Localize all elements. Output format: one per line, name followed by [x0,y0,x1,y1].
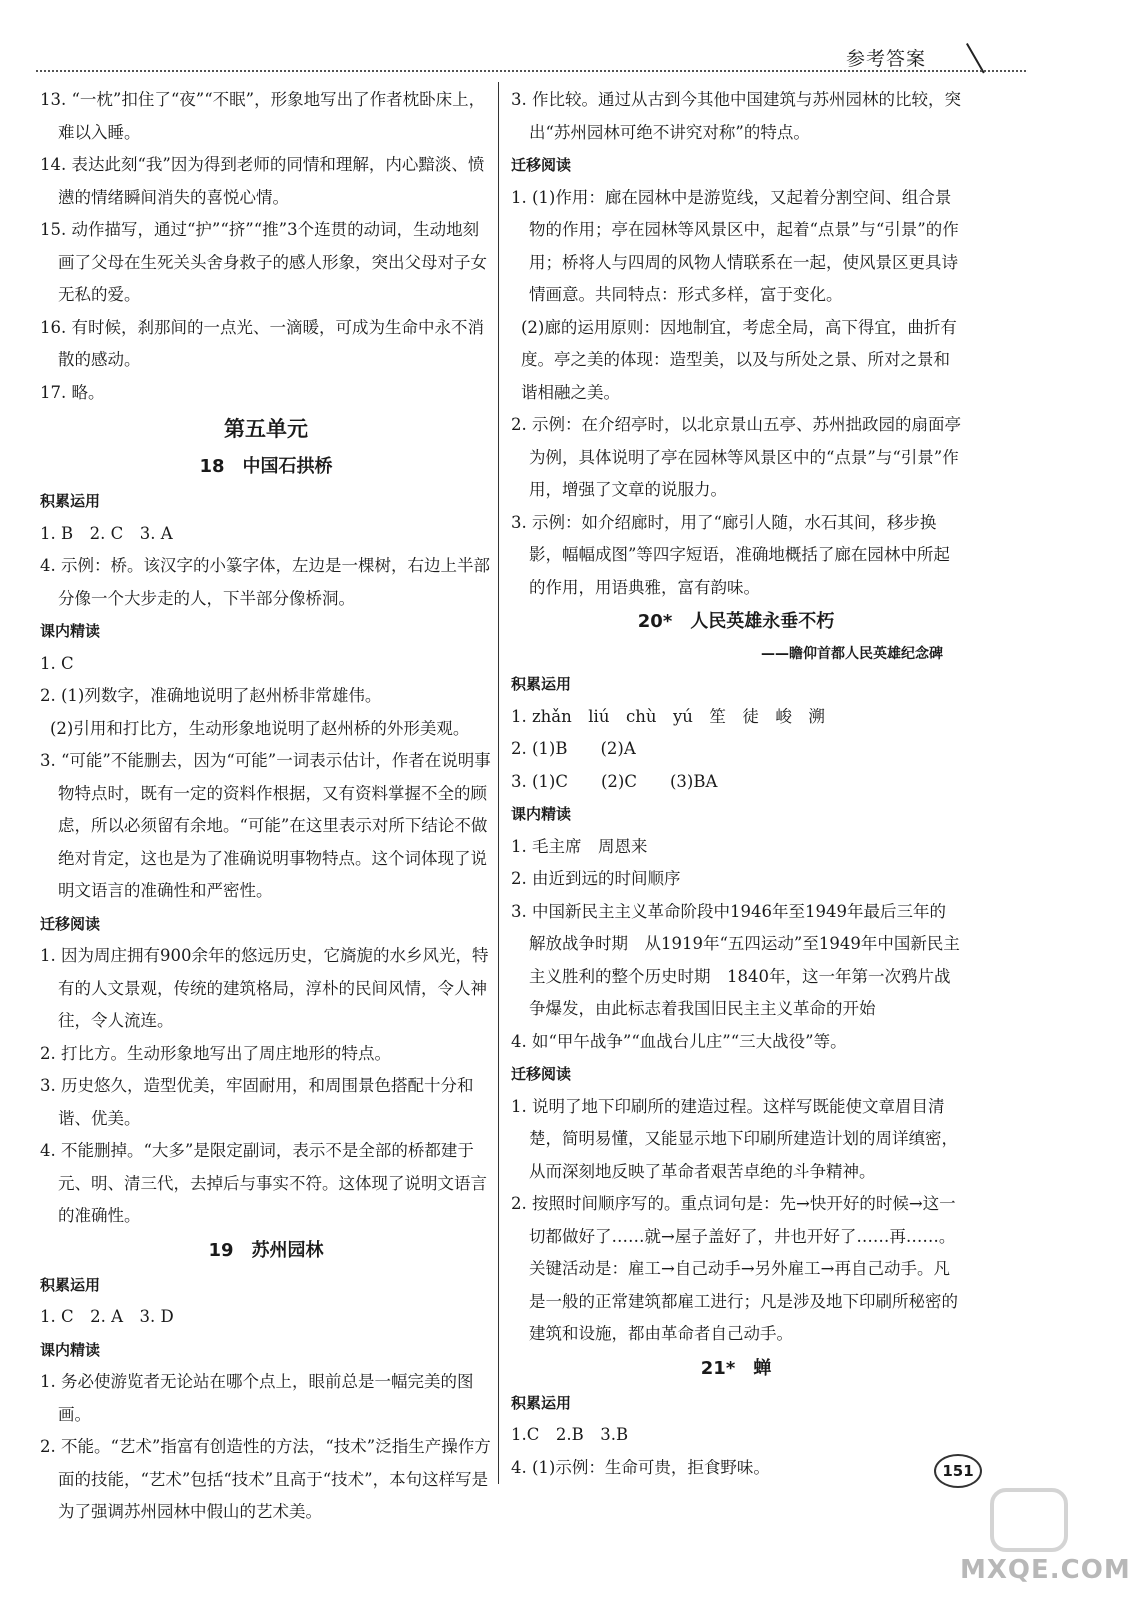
answer-item: 1. 务必使游览者无论站在哪个点上，眼前总是一幅完美的图画。 [40,1372,474,1424]
left-column [40,84,492,1529]
answer-item: 1. C [40,653,74,673]
answer-item: 4. 如“甲午战争”“血战台儿庄”“三大战役”等。 [511,1031,847,1051]
answer-item: 1. zhǎn liú chù yú 笙 徒 峻 溯 [511,706,825,726]
answer-item: 1. 说明了地下印刷所的建造过程。这样写既能使文章眉目清楚，简明易懂，又能显示地下印刷所建造计划的周详缜密，从而深刻地反映了革命者艰苦卓绝的斗争精神。 [511,1096,958,1181]
answer-item: 3. 中国新民主主义革命阶段中1946年至1949年最后三年的解放战争时期 从1919年“五四运动”至1949年中国新民主主义胜利的整个历史时期 1840年，这一年第一次鸦片战争爆发，由此标志着我国旧民主主义革命的开始 [511,901,960,1018]
answer-subitem: (2)引用和打比方，生动形象地说明了赵州桥的外形美观。 [50,718,470,738]
answer-item: 13. “一枕”扣住了“夜”“不眠”，形象地写出了作者枕卧床上，难以入睡。 [40,90,486,142]
lesson-title: 18 中国石拱桥 [199,456,333,477]
lesson-subtitle: ——瞻仰首都人民英雄纪念碑 [761,646,943,662]
lesson-title: 19 苏州园林 [208,1239,324,1261]
answer-item: 15. 动作描写，通过“护”“挤”“推”3个连贯的动词，生动地刻画了父母在生死关头舍身救子的感人形象，突出父母对子女无私的爱。 [40,220,487,304]
answer-subitem: (2)廊的运用原则：因地制宜，考虑全局，高下得宜，曲折有度。亭之美的体现：造型美，以及与所处之景、所对之景和谐相融之美。 [521,317,957,402]
answer-item: 4. (1)示例：生命可贵，拒食野味。 [511,1457,770,1477]
answer-item: 2. 示例：在介绍亭时，以北京景山五亭、苏州拙政园的扇面亭为例，具体说明了亭在园林等风景区中的“点景”与“引景”作用，增强了文章的说服力。 [511,415,961,499]
answer-item: 2. (1)B (2)A [511,739,636,758]
section-heading: 课内精读 [40,1340,101,1359]
section-heading: 课内精读 [511,805,572,823]
section-heading: 积累运用 [511,675,572,693]
answer-item: 3. 历史悠久，造型优美，牢固耐用，和周围景色搭配十分和谐、优美。 [40,1076,474,1128]
column-divider [498,82,499,1484]
lesson-title: 20* 人民英雄永垂不朽 [637,611,835,632]
answer-item: 3. (1)C (2)C (3)BA [511,771,718,791]
answer-item: 1. B 2. C 3. A [40,523,173,543]
lesson-title: 21* 蝉 [700,1357,772,1379]
answer-item: 4. 示例：桥。该汉字的小篆字体，左边是一棵树，右边上半部分像一个大步走的人，下半部分像桥洞。 [40,556,490,608]
unit-title: 第五单元 [224,417,308,441]
section-heading: 积累运用 [40,492,101,510]
answer-item: 2. 按照时间顺序写的。重点词句是：先→快开好的时候→这一切都做好了……就→屋子盖好了，井也开好了……再……。关键活动是：雇工→自己动手→另外雇工→再自己动手。凡是一般的正常建筑都雇工进行；凡是涉及地下印刷所秘密的建筑和设施，都由革命者自己动手。 [511,1194,958,1343]
answer-item: 3. “可能”不能删去，因为“可能”一词表示估计，作者在说明事物特点时，既有一定的资料作根据，又有资料掌握不全的顾虑，所以必须留有余地。“可能”在这里表示对所下结论不做绝对肯定，这也是为了准确说明事物特点。这个词体现了说明文语言的准确性和严密性。 [40,751,491,900]
answer-item: 2. 由近到远的时间顺序 [511,869,681,888]
answer-item: 1.C 2.B 3.B [511,1425,629,1444]
answer-item: 2. (1)列数字，准确地说明了赵州桥非常雄伟。 [40,686,382,705]
header-decoration [966,43,985,73]
answer-item: 4. 不能删掉。“大多”是限定副词，表示不是全部的桥都建于元、明、清三代，去掉后与事实不符。这体现了说明文语言的准确性。 [40,1141,487,1225]
answer-item: 2. 不能。“艺术”指富有创造性的方法，“技术”泛指生产操作方面的技能，“艺术”包括“技术”且高于“技术”，本句这样写是为了强调苏州园林中假山的艺术美。 [40,1437,491,1521]
answer-item: 1. 毛主席 周恩来 [511,836,648,856]
section-heading: 迁移阅读 [40,914,101,933]
section-heading: 课内精读 [40,622,101,640]
header-rule [36,70,1026,72]
answer-item: 14. 表达此刻“我”因为得到老师的同情和理解，内心黯淡、愤懑的情绪瞬间消失的喜悦心情。 [40,155,485,207]
watermark: MXQE.COM [960,1555,1131,1585]
page-number: 151 [934,1454,982,1488]
answer-item: 1. C 2. A 3. D [40,1307,174,1326]
header-title: 参考答案 [846,48,927,70]
answer-item: 3. 示例：如介绍廊时，用了“廊引人随，水石其间，移步换影，幅幅成图”等四字短语，准确地概括了廊在园林中所起的作用，用语典雅，富有韵味。 [511,512,950,597]
right-column [511,84,961,1484]
section-heading: 积累运用 [40,1275,101,1294]
answer-item: 17. 略。 [40,382,105,402]
section-heading: 迁移阅读 [511,1065,572,1083]
answer-item: 2. 打比方。生动形象地写出了周庄地形的特点。 [40,1043,391,1063]
section-heading: 迁移阅读 [511,156,572,174]
watermark-logo [990,1488,1068,1552]
answer-item: 1. 因为周庄拥有900余年的悠远历史，它旖旎的水乡风光，特有的人文景观，传统的建筑格局，淳朴的民间风情，令人神往，令人流连。 [40,946,489,1030]
answer-item: 1. (1)作用：廊在园林中是游览线，又起着分割空间、组合景物的作用；亭在园林等风景区中，起着“点景”与“引景”的作用；桥将人与四周的风物人情联系在一起，使风景区更具诗情画意。共同特点：形式多样，富于变化。 [511,187,959,304]
section-heading: 积累运用 [511,1393,572,1412]
answer-item: 16. 有时候，刹那间的一点光、一滴暖，可成为生命中永不消散的感动。 [40,317,484,369]
answer-item: 3. 作比较。通过从古到今其他中国建筑与苏州园林的比较，突出“苏州园林可绝不讲究对称”的特点。 [511,90,961,142]
